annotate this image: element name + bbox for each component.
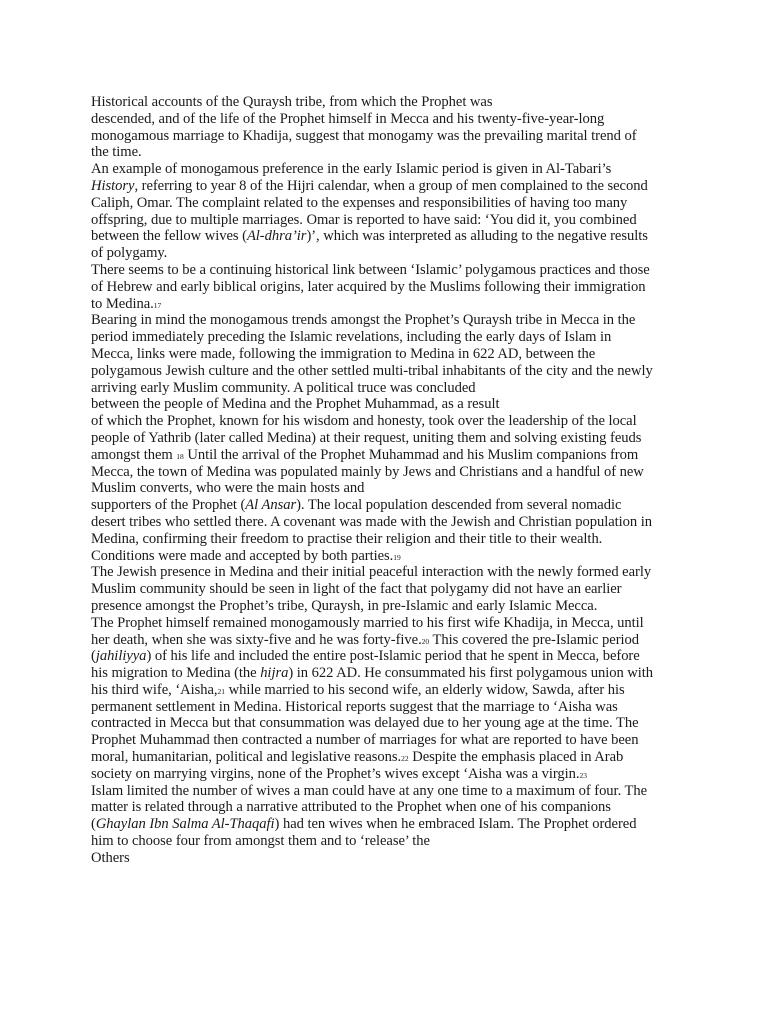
text-run: permanent settlement in Medina. Historical reports suggest that the marriage to ‘Aisha was [91,698,618,715]
text-run: Mecca, links were made, following the immigration to Medina in 622 AD, between the [91,345,596,362]
text-run: him to choose four from amongst them and to ‘release’ the [91,833,430,850]
text-line [91,732,751,749]
text-run: ) had ten wives when he embraced Islam. The Prophet ordered [274,816,637,833]
text-line [91,94,751,111]
text-run: the time. [91,144,142,161]
text-run: to Medina. [91,295,154,312]
text-run: Caliph, Omar. The complaint related to the expenses and responsibilities of having too many [91,194,628,211]
text-run: matter is related through a narrative attributed to the Prophet when one of his companions [91,799,611,816]
text-line [91,514,751,531]
text-run: An example of monogamous preference in the early Islamic period is given in Al-Tabari’s [91,161,612,178]
text-line [91,531,751,548]
text-run: ( [91,648,96,665]
text-run: ). The local population descended from several nomadic [296,497,622,514]
text-run: Muslim community should be seen in light of the fact that polygamy did not have an earlier [91,581,622,598]
text-run: moral, humanitarian, political and legislative reasons. [91,749,402,766]
text-run: ) of his life and included the entire post-Islamic period that he spent in Mecca, before [146,648,640,665]
text-run: The Prophet himself remained monogamously married to his first wife Khadija, in Mecca, until [91,614,644,631]
text-line [91,329,751,346]
text-line [91,262,751,279]
footnote-ref: 19 [393,552,401,562]
italic-term: jahiliyya [95,648,147,665]
text-line [91,665,751,682]
text-line [91,699,751,716]
text-line [91,447,751,464]
text-line [91,245,751,262]
text-run: The Jewish presence in Medina and their initial peaceful interaction with the newly formed early [91,564,652,581]
text-run: people of Yathrib (later called Medina) at their request, uniting them and solving existing feuds [91,429,642,446]
text-run: ) in 622 AD. He consummated his first polygamous union with [288,665,654,682]
text-run: his migration to Medina (the [91,665,261,682]
text-run: of polygamy. [91,245,168,262]
text-run: Despite the emphasis placed in Arab [408,749,624,766]
text-run: Conditions were made and accepted by both parties. [91,547,394,564]
text-line [91,799,751,816]
text-run: , referring to year 8 of the Hijri calendar, when a group of men complained to the second [134,177,648,194]
text-run: Until the arrival of the Prophet Muhammad and his Muslim companions from [183,446,639,463]
text-line [91,161,751,178]
text-line [91,766,751,783]
text-run: arriving early Muslim community. A political truce was concluded [91,379,476,396]
text-line [91,581,751,598]
text-run: Islam limited the number of wives a man could have at any one time to a maximum of four. The [91,782,648,799]
text-run: supporters of the Prophet ( [91,497,246,514]
text-line [91,363,751,380]
text-line [91,497,751,514]
footnote-ref: 18 [176,451,184,461]
footnote-ref: 17 [153,300,162,310]
text-line [91,396,751,413]
text-line [91,682,751,699]
text-line [91,128,751,145]
footnote-ref: 23 [579,770,588,780]
footnote-ref: 21 [217,686,226,696]
text-run: Prophet Muhammad then contracted a number of marriages for what are reported to have been [91,732,639,749]
text-run: )’, which was interpreted as alluding to the negative results [306,228,648,245]
text-line [91,749,751,766]
text-line [91,783,751,800]
text-run: period immediately preceding the Islamic revelations, including the early days of Islam in [91,329,612,346]
text-run: desert tribes who settled there. A covenant was made with the Jewish and Christian population in [91,513,652,530]
text-run: his third wife, ‘Aisha, [91,681,218,698]
text-line [91,615,751,632]
text-line [91,212,751,229]
text-line [91,850,751,867]
text-run: while married to his second wife, an elderly widow, Sawda, after his [225,681,625,698]
text-run: Historical accounts of the Quraysh tribe, from which the Prophet was [91,94,493,110]
text-run: Bearing in mind the monogamous trends amongst the Prophet’s Quraysh tribe in Mecca in the [91,312,636,329]
text-run: amongst them [91,446,177,463]
text-line [91,296,751,313]
text-run: presence amongst the Prophet’s tribe, Quraysh, in pre-Islamic and early Islamic Mecca. [91,597,598,614]
italic-term: History [91,177,135,194]
text-run: society on marrying virgins, none of the Prophet’s wives except ‘Aisha was a virgin. [91,765,580,782]
text-line [91,480,751,497]
text-line [91,312,751,329]
text-run: descended, and of the life of the Prophet himself in Mecca and his twenty-five-year-long [91,110,605,127]
italic-term: Ghaylan Ibn Salma Al-Thaqafi [95,816,275,833]
text-run: contracted in Mecca but that consummation was delayed due to her young age at the time. The [91,715,639,732]
text-line [91,430,751,447]
text-run: Muslim converts, who were the main hosts and [91,480,365,497]
text-line [91,833,751,850]
text-run: of Hebrew and early biblical origins, later acquired by the Muslims following their immigration [91,278,646,295]
text-line [91,648,751,665]
document-body [91,94,751,867]
text-run: Others [91,849,130,866]
text-line [91,464,751,481]
text-run: ( [91,816,96,833]
text-line [91,228,751,245]
text-line [91,598,751,615]
text-run: offspring, due to multiple marriages. Omar is reported to have said: ‘You did it, you combined [91,211,637,228]
text-run: There seems to be a continuing historical link between ‘Islamic’ polygamous practices and those [91,261,650,278]
text-run: Medina, confirming their freedom to practise their religion and their title to their wealth. [91,530,603,547]
text-line [91,548,751,565]
text-line [91,178,751,195]
text-line [91,632,751,649]
text-line [91,346,751,363]
footnote-ref: 22 [401,754,409,764]
text-run: between the fellow wives ( [91,228,247,245]
italic-term: Al-dhra’ir [246,228,307,245]
text-run: polygamous Jewish culture and the other settled multi-tribal inhabitants of the city and the newly [91,362,653,379]
text-run: monogamous marriage to Khadija, suggest that monogamy was the prevailing marital trend of [91,127,637,144]
text-line [91,413,751,430]
text-run: Mecca, the town of Medina was populated mainly by Jews and Christians and a handful of new [91,463,644,480]
text-run: between the people of Medina and the Prophet Muhammad, as a result [91,396,500,413]
text-run: of which the Prophet, known for his wisdom and honesty, took over the leadership of the local [91,413,637,430]
text-line [91,715,751,732]
text-run: This covered the pre-Islamic period [429,631,640,648]
text-line [91,816,751,833]
text-line [91,144,751,161]
text-line [91,195,751,212]
footnote-ref: 20 [421,636,430,646]
text-line [91,111,751,128]
text-line [91,564,751,581]
text-line [91,380,751,397]
text-run: her death, when she was sixty-five and he was forty-five. [91,631,422,648]
italic-term: Al Ansar [245,497,297,514]
text-line [91,279,751,296]
italic-term: hijra [260,665,289,682]
